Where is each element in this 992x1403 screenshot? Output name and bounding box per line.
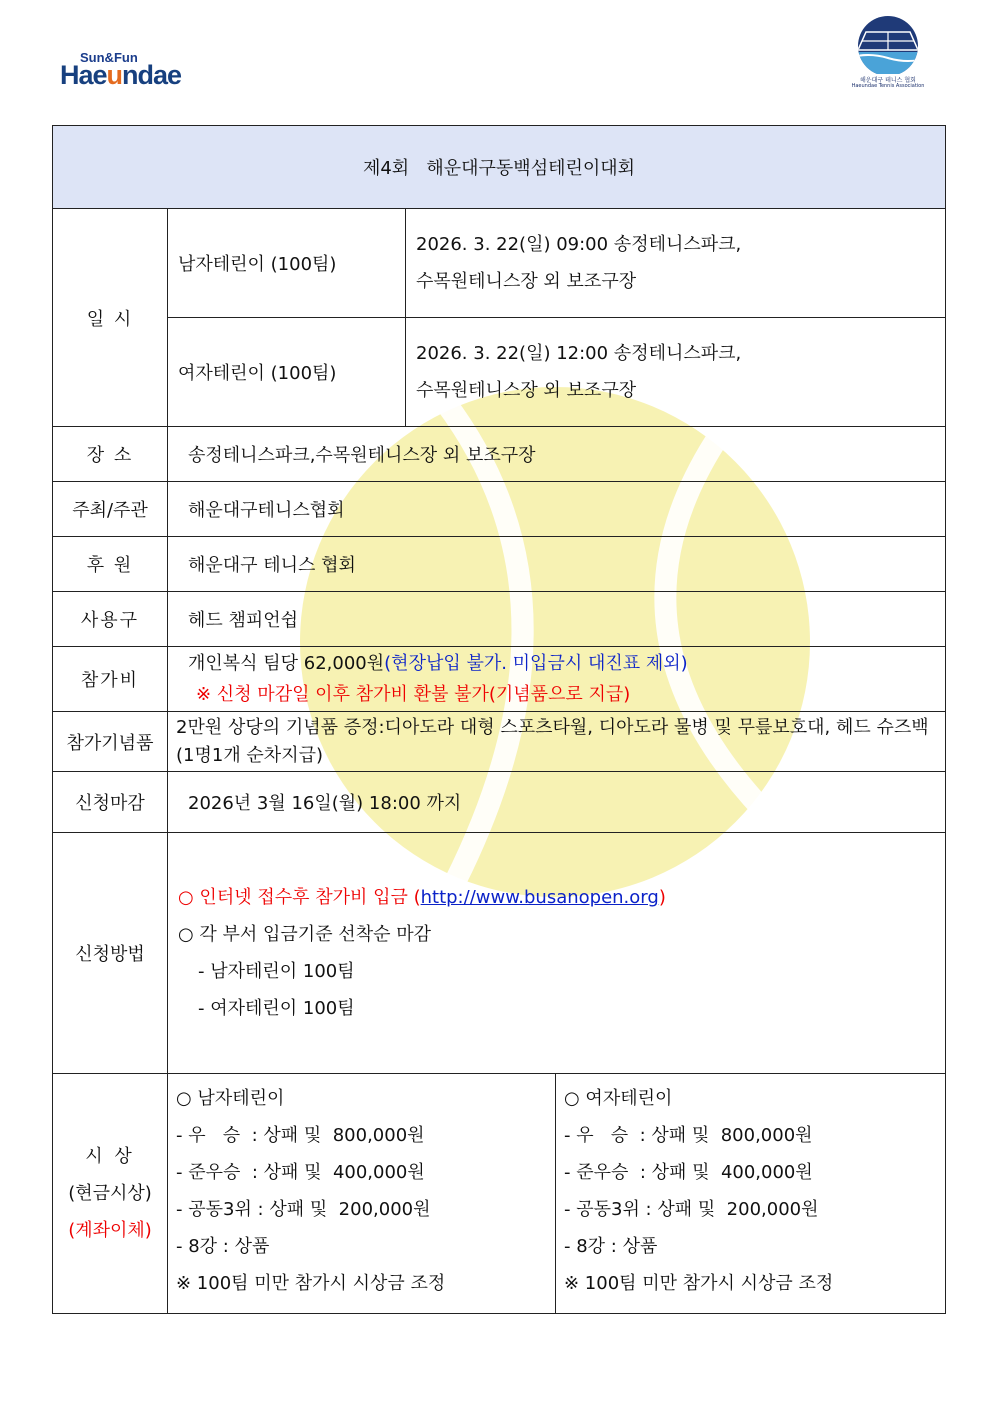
logo-wordmark: Haeundae (60, 60, 182, 90)
logo-tagline: Sun&Fun (80, 50, 138, 65)
haeundae-logo (60, 50, 195, 90)
schedule-label: 일 시 (53, 209, 168, 427)
schedule-row-women (53, 318, 946, 427)
venue-value: 송정테니스파크,수목원테니스장 외 보조구장 (168, 427, 946, 482)
schedule-men-detail: 2026. 3. 22(일) 09:00 송정테니스파크, 수목원테니스장 외 보조구장 (406, 209, 946, 318)
page-title: 제4회 해운대구동백섬테린이대회 (53, 126, 946, 209)
schedule-women-detail: 2026. 3. 22(일) 12:00 송정테니스파크, 수목원테니스장 외 보조구장 (406, 318, 946, 427)
association-name-en: Haeundae Tennis Association (851, 83, 925, 89)
deadline-value: 2026년 3월 16일(월) 18:00 까지 (168, 772, 946, 833)
tennis-court-emblem-icon (848, 12, 928, 74)
host-row (53, 482, 946, 537)
ball-value: 헤드 챔피언쉽 (168, 592, 946, 647)
method-value: ○ 인터넷 접수후 참가비 입금 (http://www.busanopen.org) ○ 각 부서 입금기준 선착순 마감 - 남자테린이 100팀 - 여자테린이 100팀 (168, 833, 946, 1074)
sponsor-row (53, 537, 946, 592)
prize-label: 시 상 (현금시상) (계좌이체) (53, 1074, 168, 1314)
fee-label: 참가비 (53, 647, 168, 712)
tennis-association-logo (848, 12, 928, 92)
venue-row (53, 427, 946, 482)
tournament-info-table (52, 125, 946, 1314)
division-men: 남자테린이 (100팀) (168, 209, 406, 318)
prize-men: ○ 남자테린이 - 우 승 : 상패 및 800,000원 - 준우승 : 상패 및 400,000원 - 공동3위 : 상패 및 200,000원 - 8강 : 상품 ※ 100팀 미만 참가시 시상금 조정 (168, 1074, 556, 1314)
gift-label: 참가기념품 (53, 712, 168, 772)
host-label: 주최/주관 (53, 482, 168, 537)
busanopen-link[interactable]: http://www.busanopen.org (420, 887, 659, 908)
title-row (53, 126, 946, 209)
ball-row (53, 592, 946, 647)
fee-row (53, 647, 946, 712)
sponsor-value: 해운대구 테니스 협회 (168, 537, 946, 592)
deadline-label: 신청마감 (53, 772, 168, 833)
prize-women: ○ 여자테린이 - 우 승 : 상패 및 800,000원 - 준우승 : 상패 및 400,000원 - 공동3위 : 상패 및 200,000원 - 8강 : 상품 ※ 100팀 미만 참가시 시상금 조정 (556, 1074, 946, 1314)
gift-value: 2만원 상당의 기념품 증정:디아도라 대형 스포츠타월, 디아도라 물병 및 무릎보호대, 헤드 슈즈백 (1명1개 순차지급) (168, 712, 946, 772)
prize-row (53, 1074, 946, 1314)
gift-row (53, 712, 946, 772)
method-row (53, 833, 946, 1074)
method-label: 신청방법 (53, 833, 168, 1074)
deadline-row (53, 772, 946, 833)
venue-label: 장 소 (53, 427, 168, 482)
association-name-ko: 해운대구 테니스 협회 (860, 77, 916, 84)
division-women: 여자테린이 (100팀) (168, 318, 406, 427)
host-value: 해운대구테니스협회 (168, 482, 946, 537)
schedule-row-men (53, 209, 946, 318)
fee-value: 개인복식 팀당 62,000원(현장납입 불가. 미입금시 대진표 제외) ※ 신청 마감일 이후 참가비 환불 불가(기념품으로 지급) (168, 647, 946, 712)
ball-label: 사용구 (53, 592, 168, 647)
sponsor-label: 후 원 (53, 537, 168, 592)
